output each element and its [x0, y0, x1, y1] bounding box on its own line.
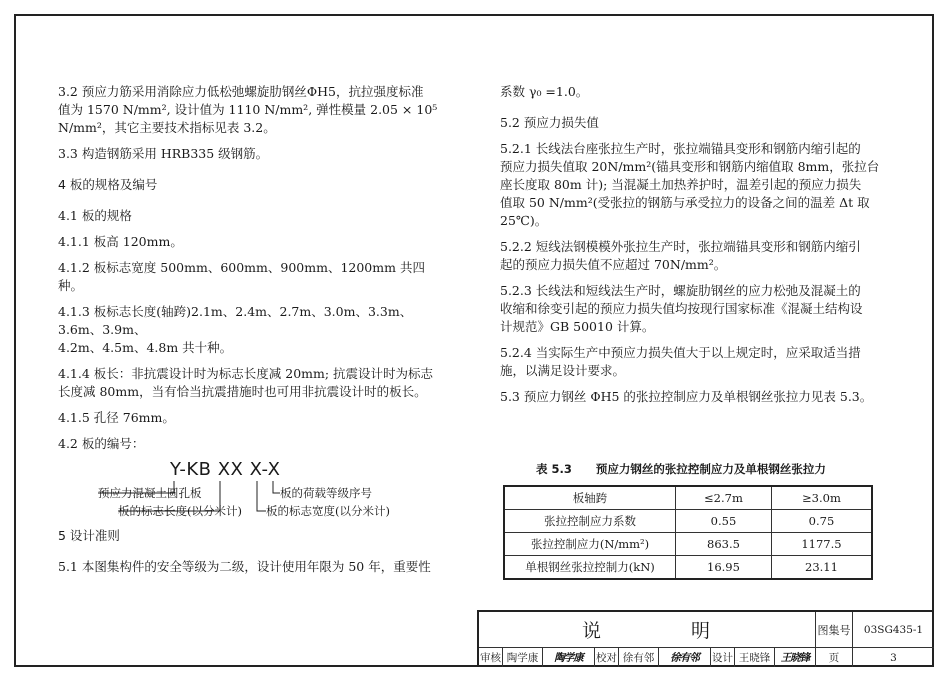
table-cell: 张拉控制应力(N/mm²)	[504, 533, 676, 556]
para-3-3: 3.3 构造钢筋采用 HRB335 级钢筋。	[58, 146, 269, 161]
design-name: 王晓锋	[735, 648, 775, 667]
design-signature: 王晓锋	[775, 648, 816, 667]
atlas-label: 图集号	[816, 612, 853, 648]
para-4-1-3: 4.1.3 板标志长度(轴跨)2.1m、2.4m、2.7m、3.0m、3.3m、3.6m、3.9m、	[58, 304, 413, 337]
table-number: 表 5.3	[536, 462, 572, 476]
design-label: 设计	[711, 648, 735, 667]
para-5-2: 5.2 预应力损失值	[500, 115, 599, 130]
para-4-2: 4.2 板的编号：	[58, 436, 145, 451]
para-3-2: 3.2 预应力筋采用消除应力低松弛螺旋肋钢丝ΦH5，抗拉强度标准	[58, 84, 424, 99]
table-row	[504, 556, 872, 580]
check-signature: 徐有邻	[659, 648, 711, 667]
table-cell: 0.75	[771, 510, 872, 533]
para-4-1-4: 4.1.4 板长：非抗震设计时为标志长度减 20mm; 抗震设计时为标志	[58, 366, 434, 381]
review-label: 审核	[479, 648, 503, 667]
table-header-row	[504, 486, 872, 510]
para-coef: 系数 γ₀ =1.0。	[500, 84, 589, 99]
para-3-2-line3: N/mm²，其它主要技术指标见表 3.2。	[58, 120, 276, 135]
table-cell: 863.5	[676, 533, 772, 556]
para-4-1-1: 4.1.1 板高 120mm。	[58, 234, 183, 249]
table-cell: 1177.5	[771, 533, 872, 556]
table-title: 预应力钢丝的张拉控制应力及单根钢丝张拉力	[595, 462, 826, 476]
para-4-1: 4.1 板的规格	[58, 208, 132, 223]
left-column	[58, 83, 438, 576]
sheet-title: 说 明	[479, 612, 816, 648]
review-signature: 陶学康	[543, 648, 595, 667]
tension-table	[503, 485, 873, 580]
table-cell: 16.95	[676, 556, 772, 580]
heading-4: 4 板的规格及编号	[58, 177, 158, 192]
para-4-1-3-line2: 4.2m、4.5m、4.8m 共十种。	[58, 340, 233, 355]
check-label: 校对	[595, 648, 619, 667]
review-name: 陶学康	[503, 648, 543, 667]
table-cell: 0.55	[676, 510, 772, 533]
table-cell: 单根钢丝张拉控制力(kN)	[504, 556, 676, 580]
right-column	[500, 83, 885, 406]
page-number: 3	[890, 651, 897, 664]
table-header-cell: ≤2.7m	[676, 486, 772, 510]
table-cell: 23.11	[771, 556, 872, 580]
numbering-code: Y-KB XX X-X	[170, 459, 281, 480]
para-5-2-3: 5.2.3 长线法和短线法生产时，螺旋肋钢丝的应力松弛及混凝土的 收缩和徐变引起的预应力损失值均按现行国家标准《混凝土结构设 计规范》GB 50010 计算。	[500, 283, 863, 334]
table-row	[504, 533, 872, 556]
para-3-2-line2: 值为 1570 N/mm², 设计值为 1110 N/mm², 弹性模量 2.05 × 10⁵	[58, 102, 438, 117]
para-5-3: 5.3 预应力钢丝 ΦH5 的张拉控制应力及单根钢丝张拉力见表 5.3。	[500, 389, 873, 404]
label-board-width: 板的标志宽度(以分米计)	[266, 504, 390, 518]
title-block	[477, 610, 934, 667]
para-4-1-5: 4.1.5 孔径 76mm。	[58, 410, 175, 425]
para-5-2-4: 5.2.4 当实际生产中预应力损失值大于以上规定时，应采取适当措 施，以满足设计要求。	[500, 345, 861, 378]
table-caption	[536, 461, 850, 477]
table-row	[504, 510, 872, 533]
heading-5: 5 设计准则	[58, 528, 120, 543]
atlas-number: 03SG435-1	[853, 612, 934, 648]
para-5-1: 5.1 本图集构件的安全等级为二级，设计使用年限为 50 年，重要性	[58, 559, 431, 574]
para-5-2-2: 5.2.2 短线法钢模模外张拉生产时，张拉端锚具变形和钢筋内缩引 起的预应力损失值不应超过 70N/mm²。	[500, 239, 861, 272]
page-label: 页	[816, 648, 853, 667]
para-4-1-4-line2: 长度减 80mm，当有恰当抗震措施时也可用非抗震设计时的板长。	[58, 384, 427, 399]
label-load-grade: 板的荷载等级序号	[280, 486, 372, 500]
table-cell: 张拉控制应力系数	[504, 510, 676, 533]
label-board-length: 板的标志长度(以分米计)	[118, 504, 242, 518]
para-5-2-1: 5.2.1 长线法台座张拉生产时，张拉端锚具变形和钢筋内缩引起的 预应力损失值取 20N/mm²(锚具变形和钢筋内缩值取 8mm，张拉台 座长度取 80m 计); 当混凝土加热养护时，温差引起的预应力损失 值取 50 N/mm²(受张拉的钢筋与承受拉力的设备之间的温差 Δt 取 25℃)。	[500, 141, 880, 228]
numbering-diagram	[58, 459, 438, 537]
label-board-type: 预应力混凝土圆孔板	[98, 486, 202, 500]
table-header-cell: 板轴跨	[504, 486, 676, 510]
para-4-1-2: 4.1.2 板标志宽度 500mm、600mm、900mm、1200mm 共四种。	[58, 260, 425, 293]
check-name: 徐有邻	[619, 648, 659, 667]
table-header-cell: ≥3.0m	[771, 486, 872, 510]
